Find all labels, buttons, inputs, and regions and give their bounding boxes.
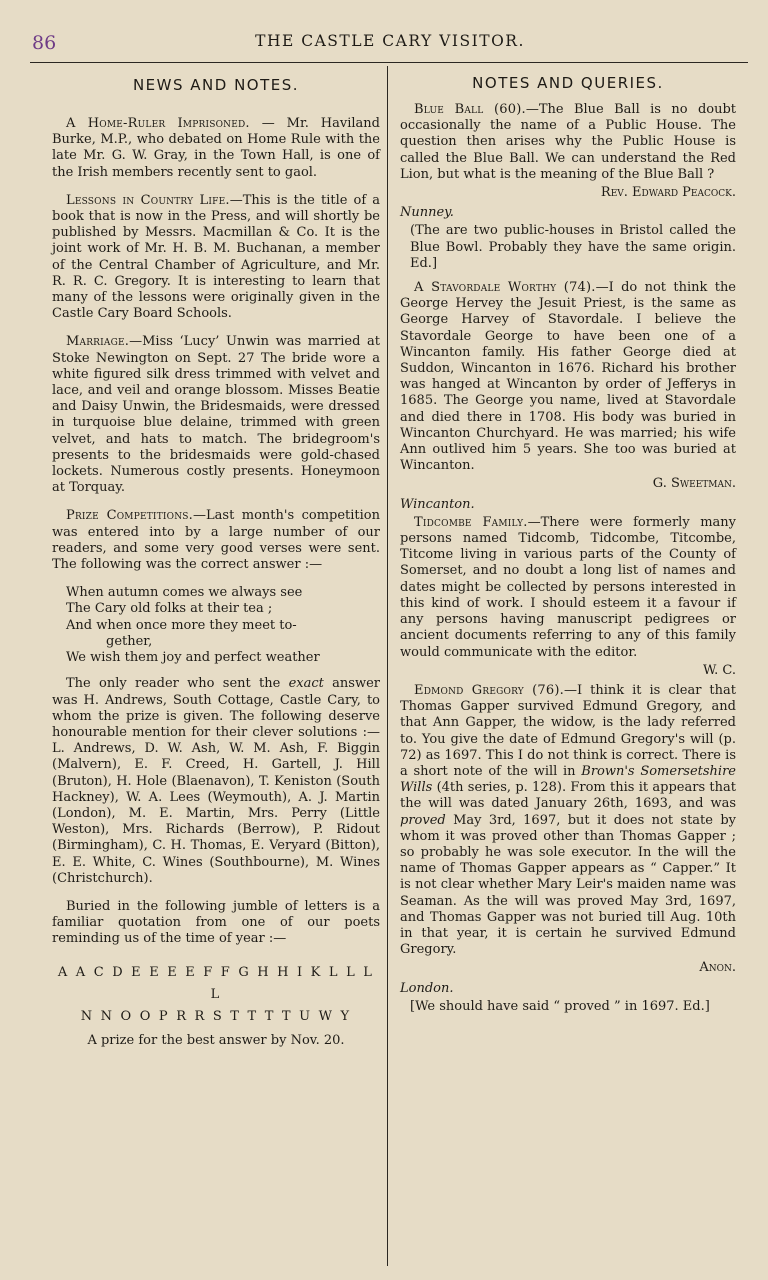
gregory-body: —I think it is clear that Thomas Gapper survived Edmund Gregory, and that Ann Gapper, the widow, is the lady referred to. You give the date of Edmund Gregory's will (p. 72) as 1697. This I do not think is correct. There is a short note of the will in — [400, 682, 737, 779]
blue-ball-paragraph — [400, 102, 736, 183]
home-ruler-lead: A Home-Ruler Imprisoned. — [66, 116, 250, 131]
notes-and-queries-heading: NOTES AND QUERIES. — [472, 74, 664, 92]
sweetman-signature: G. Sweetman. — [652, 476, 736, 492]
marriage-body: —Miss ‘Lucy’ Unwin was married at Stoke Newington on Sept. 27 The bride wore a white figured silk dress trimmed with velvet and lace, and veil and orange blossom. Misses Beatie and Daisy Unwin, the Bridesmaids, were dressed in turquoise blue delaine, trimmed with green velvet, and hats to match. The bridegroom's presents to the bridesmaids were gold-chased lockets. Numerous costly presents. Honeymoon at Torquay. — [52, 334, 380, 496]
blue-ball-lead: Blue Ball (60). — [414, 102, 526, 117]
running-title: THE CASTLE CARY VISITOR. — [255, 32, 525, 50]
anon-signature: Anon. — [699, 960, 736, 976]
news-and-notes-heading: NEWS AND NOTES. — [132, 76, 300, 94]
lessons-lead: Lessons in Country Life. — [66, 192, 230, 208]
blue-ball-body: —The Blue Ball is no doubt occasionally the name of a Public House. The question then arises why the Public House is called the Blue Ball. We can understand the Red Lion, but what is the meaning of the Blue Ball ? — [400, 102, 737, 182]
prize-deadline: A prize for the best answer by Nov. 20. — [87, 1032, 345, 1048]
poem-answer — [52, 585, 380, 666]
gregory-body-2: (4th series, p. 128). From this it appears that the will was dated January 26th, 1693, and was — [400, 780, 736, 812]
nunney-place: Nunney. — [400, 205, 454, 221]
tidcombe-body: —There were formerly many persons named Tidcomb, Tidcombe, Titcombe, Titcome living in various parts of the County of Somerset, and no doubt a long list of names and dates might be collected by persons interested in this kind of work. I should esteem it a favour if any persons having manuscript pedigrees or ancient documents referring to any of this family would communicate with the editor. — [400, 514, 737, 660]
gregory-paragraph — [400, 683, 736, 958]
page-header — [32, 32, 748, 56]
stavordale-body: —I do not think the George Hervey the Jesuit Priest, is the same as George Harvey of Stavordale. I believe the Stavordale George to have been one of a Wincanton family. His father George died at Suddon, Wincanton in 1676. Richard his brother was hanged at Wincanton by order of Jefferys in 1685. The George you name, lived at Stavordale and died there in 1708. His body was buried in Wincanton Churchyard. He was married; his wife Ann outlived him 5 years. She too was buried at Wincanton. — [400, 280, 737, 474]
gregory-lead: Edmond Gregory (76). — [414, 682, 564, 698]
london-place: London. — [400, 980, 454, 996]
poem-line: We wish them joy and perfect weather — [66, 650, 320, 666]
proved-emphasis: proved — [400, 812, 446, 828]
left-column — [52, 74, 380, 1049]
page-number: 86 — [32, 32, 57, 54]
header-rule — [30, 62, 748, 63]
winners-emphasis: exact — [288, 676, 324, 692]
lessons-body: —This is the title of a book that is now in the Press, and will shortly be published by Messrs. Macmillan & Co. It is the joint work of Mr. H. B. M. Buchanan, a member of the Central Chamber of Agriculture, and Mr. R. R. C. Gregory. It is interesting to learn that many of the lessons were originally given in the Castle Cary Board Schools. — [52, 192, 381, 322]
blue-bowl-editor-note: (The are two public-houses in Bristol called the Blue Bowl. Probably they have the same origin. Ed.] — [410, 223, 736, 271]
letter-jumble-line: N N O O P R R S T T T T U W Y — [80, 1008, 352, 1024]
wc-signature: W. C. — [703, 662, 736, 678]
poem-line: When autumn comes we always see — [66, 585, 303, 601]
wills-title: Brown's Somersetshire Wills — [400, 763, 736, 796]
prize-competitions-paragraph — [52, 508, 380, 573]
winners-text-rest: answer was H. Andrews, South Cottage, Castle Cary, to whom the prize is given. The following deserve honourable mention for their clever solutions :—L. Andrews, D. W. Ash, W. M. Ash, F. Biggin (Malvern), E. F. Creed, H. Gartell, J. Hill (Bruton), H. Hole (Blaenavon), T. Keniston (South Hackney), W. A. Lees (Weymouth), A. J. Martin (London), M. E. Martin, Mrs. Perry (Little Weston), Mrs. Richards (Berrow), P. Ridout (Birmingham), C. H. Thomas, E. Veryard (Bitton), E. E. White, C. Wines (Southbourne), M. Wines (Christchurch). — [52, 676, 381, 886]
wincanton-place: Wincanton. — [400, 496, 475, 512]
prize-competitions-body: —Last month's competition was entered into by a large number of our readers, and some very good verses were sent. The following was the correct answer :— — [52, 508, 381, 573]
jumble-paragraph: Buried in the following jumble of letters is a familiar quotation from one of our poets reminding us of the time of year :— — [52, 898, 380, 947]
poem-line: The Cary old folks at their tea ; — [66, 601, 273, 617]
lessons-paragraph — [52, 193, 380, 323]
column-divider — [387, 66, 388, 1266]
tidcombe-paragraph — [400, 515, 736, 661]
peacock-signature: Rev. Edward Peacock. — [600, 185, 736, 201]
gregory-body-3: May 3rd, 1697, but it does not state by whom it was proved other than Thomas Gapper ; so probably he was sole executor. In the will the name of Thomas Gapper appears as “ Capper.” It is not clear whether Mary Leir's maiden name was Seaman. As the will was proved May 3rd, 1697, and Thomas Gapper was not buried till Aug. 10th in that year, it is certain he survived Edmund Gregory. — [400, 812, 736, 958]
prize-competitions-lead: Prize Competitions. — [66, 508, 194, 524]
marriage-lead: Marriage. — [66, 334, 130, 350]
right-column — [400, 74, 736, 1023]
winners-text: The only reader who sent the — [66, 676, 289, 692]
letter-jumble — [52, 962, 380, 1028]
stavordale-lead: A Stavordale Worthy (74). — [414, 280, 596, 296]
tidcombe-lead: Tidcombe Family. — [414, 514, 528, 530]
letter-jumble-line: A A C D E E E E F F G H H I K L L L L — [57, 964, 375, 1002]
marriage-paragraph — [52, 334, 380, 496]
stavordale-paragraph — [400, 280, 736, 474]
poem-line: And when once more they meet to- — [66, 617, 297, 633]
home-ruler-body: — Mr. Haviland Burke, M.P., who debated on Home Rule with the late Mr. G. W. Gray, in the Town Hall, is one of the Irish members recently sent to gaol. — [52, 116, 380, 180]
winners-paragraph — [52, 676, 380, 887]
home-ruler-paragraph — [52, 116, 380, 181]
poem-line: gether, — [106, 633, 153, 649]
proved-editor-note: [We should have said “ proved ” in 1697. Ed.] — [410, 998, 710, 1014]
